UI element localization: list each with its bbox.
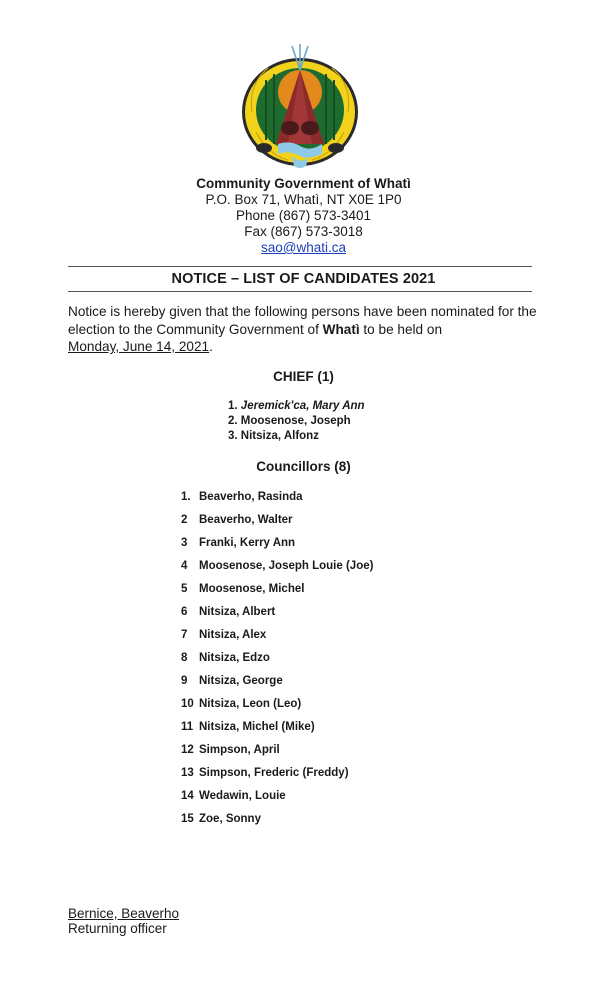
councillor-candidate xyxy=(181,491,303,503)
org-email-link[interactable]: sao@whati.ca xyxy=(261,240,346,255)
chief-candidate xyxy=(228,415,351,427)
intro-end: . xyxy=(209,339,213,354)
candidate-name: Nitsiza, Leon (Leo) xyxy=(199,698,302,710)
councillor-candidate xyxy=(181,698,301,710)
candidate-name: Nitsiza, Albert xyxy=(199,606,276,618)
candidate-number: 2. xyxy=(228,415,238,427)
candidate-name: Moosenose, Michel xyxy=(199,583,305,595)
notice-intro xyxy=(68,303,538,356)
councillor-candidate xyxy=(181,629,266,641)
candidate-number: 4 xyxy=(181,560,188,572)
chief-heading: CHIEF (1) xyxy=(273,369,334,384)
candidate-number: 3. xyxy=(228,430,238,442)
candidate-name: Nitsiza, Edzo xyxy=(199,652,270,664)
candidate-number: 8 xyxy=(181,652,188,664)
candidate-number: 5 xyxy=(181,583,188,595)
candidate-number: 14 xyxy=(181,790,194,802)
org-address: P.O. Box 71, Whatì, NT X0E 1P0 xyxy=(205,192,402,207)
candidate-name: Beaverho, Rasinda xyxy=(199,491,303,503)
candidate-name: Zoe, Sonny xyxy=(199,813,261,825)
chief-candidate xyxy=(228,400,365,412)
candidate-number: 10 xyxy=(181,698,194,710)
councillor-candidate xyxy=(181,514,293,526)
notice-title: NOTICE – LIST OF CANDIDATES 2021 xyxy=(171,271,436,287)
councillor-candidate xyxy=(181,560,373,572)
intro-text-2: to be held on xyxy=(359,321,443,337)
candidate-name: Wedawin, Louie xyxy=(199,790,286,802)
candidate-name: Nitsiza, Alfonz xyxy=(240,430,319,442)
candidate-number: 7 xyxy=(181,629,188,641)
candidate-name: Beaverho, Walter xyxy=(199,514,293,526)
candidate-name: Jeremick'ca, Mary Ann xyxy=(240,400,365,412)
candidate-number: 11 xyxy=(181,721,194,733)
org-fax: Fax (867) 573-3018 xyxy=(244,224,363,239)
candidate-number: 12 xyxy=(181,744,194,756)
councillors-heading: Councillors (8) xyxy=(256,459,351,474)
councillor-candidate xyxy=(181,790,286,802)
intro-community-name: Whatì xyxy=(322,321,360,337)
chief-candidate xyxy=(228,430,319,442)
candidate-name: Moosenose, Joseph xyxy=(240,415,351,427)
councillor-candidate xyxy=(181,721,315,733)
councillor-candidate xyxy=(181,583,304,595)
candidate-number: 1. xyxy=(228,400,238,412)
candidate-number: 2 xyxy=(181,514,188,526)
candidate-name: Moosenose, Joseph Louie (Joe) xyxy=(199,560,374,572)
councillor-candidate xyxy=(181,606,275,618)
election-date: Monday, June 14, 2021 xyxy=(68,339,210,354)
candidate-number: 15 xyxy=(181,813,194,825)
title-bottom-rule xyxy=(68,291,532,292)
candidate-number: 1. xyxy=(181,491,191,503)
councillor-candidate xyxy=(181,537,295,549)
returning-officer-name: Bernice, Beaverho xyxy=(68,906,180,921)
org-name: Community Government of Whatì xyxy=(196,176,411,191)
community-seal-logo xyxy=(238,40,362,172)
intro-text: Notice is hereby given that the following persons have been nominated for the election to the Community Government of xyxy=(68,304,537,337)
councillor-candidate xyxy=(181,675,283,687)
candidate-name: Nitsiza, Michel (Mike) xyxy=(199,721,315,733)
councillor-candidate xyxy=(181,652,270,664)
candidate-number: 13 xyxy=(181,767,194,779)
org-phone: Phone (867) 573-3401 xyxy=(235,208,372,223)
candidate-number: 9 xyxy=(181,675,188,687)
title-top-rule xyxy=(68,266,532,267)
candidate-number: 3 xyxy=(181,537,188,549)
candidate-name: Nitsiza, Alex xyxy=(199,629,267,641)
candidate-name: Simpson, April xyxy=(199,744,280,756)
councillor-candidate xyxy=(181,767,349,779)
candidate-name: Franki, Kerry Ann xyxy=(199,537,296,549)
candidate-name: Simpson, Frederic (Freddy) xyxy=(199,767,349,779)
councillor-candidate xyxy=(181,813,261,825)
candidate-name: Nitsiza, George xyxy=(199,675,283,687)
candidate-number: 6 xyxy=(181,606,188,618)
returning-officer-title: Returning officer xyxy=(68,921,167,936)
councillor-candidate xyxy=(181,744,280,756)
